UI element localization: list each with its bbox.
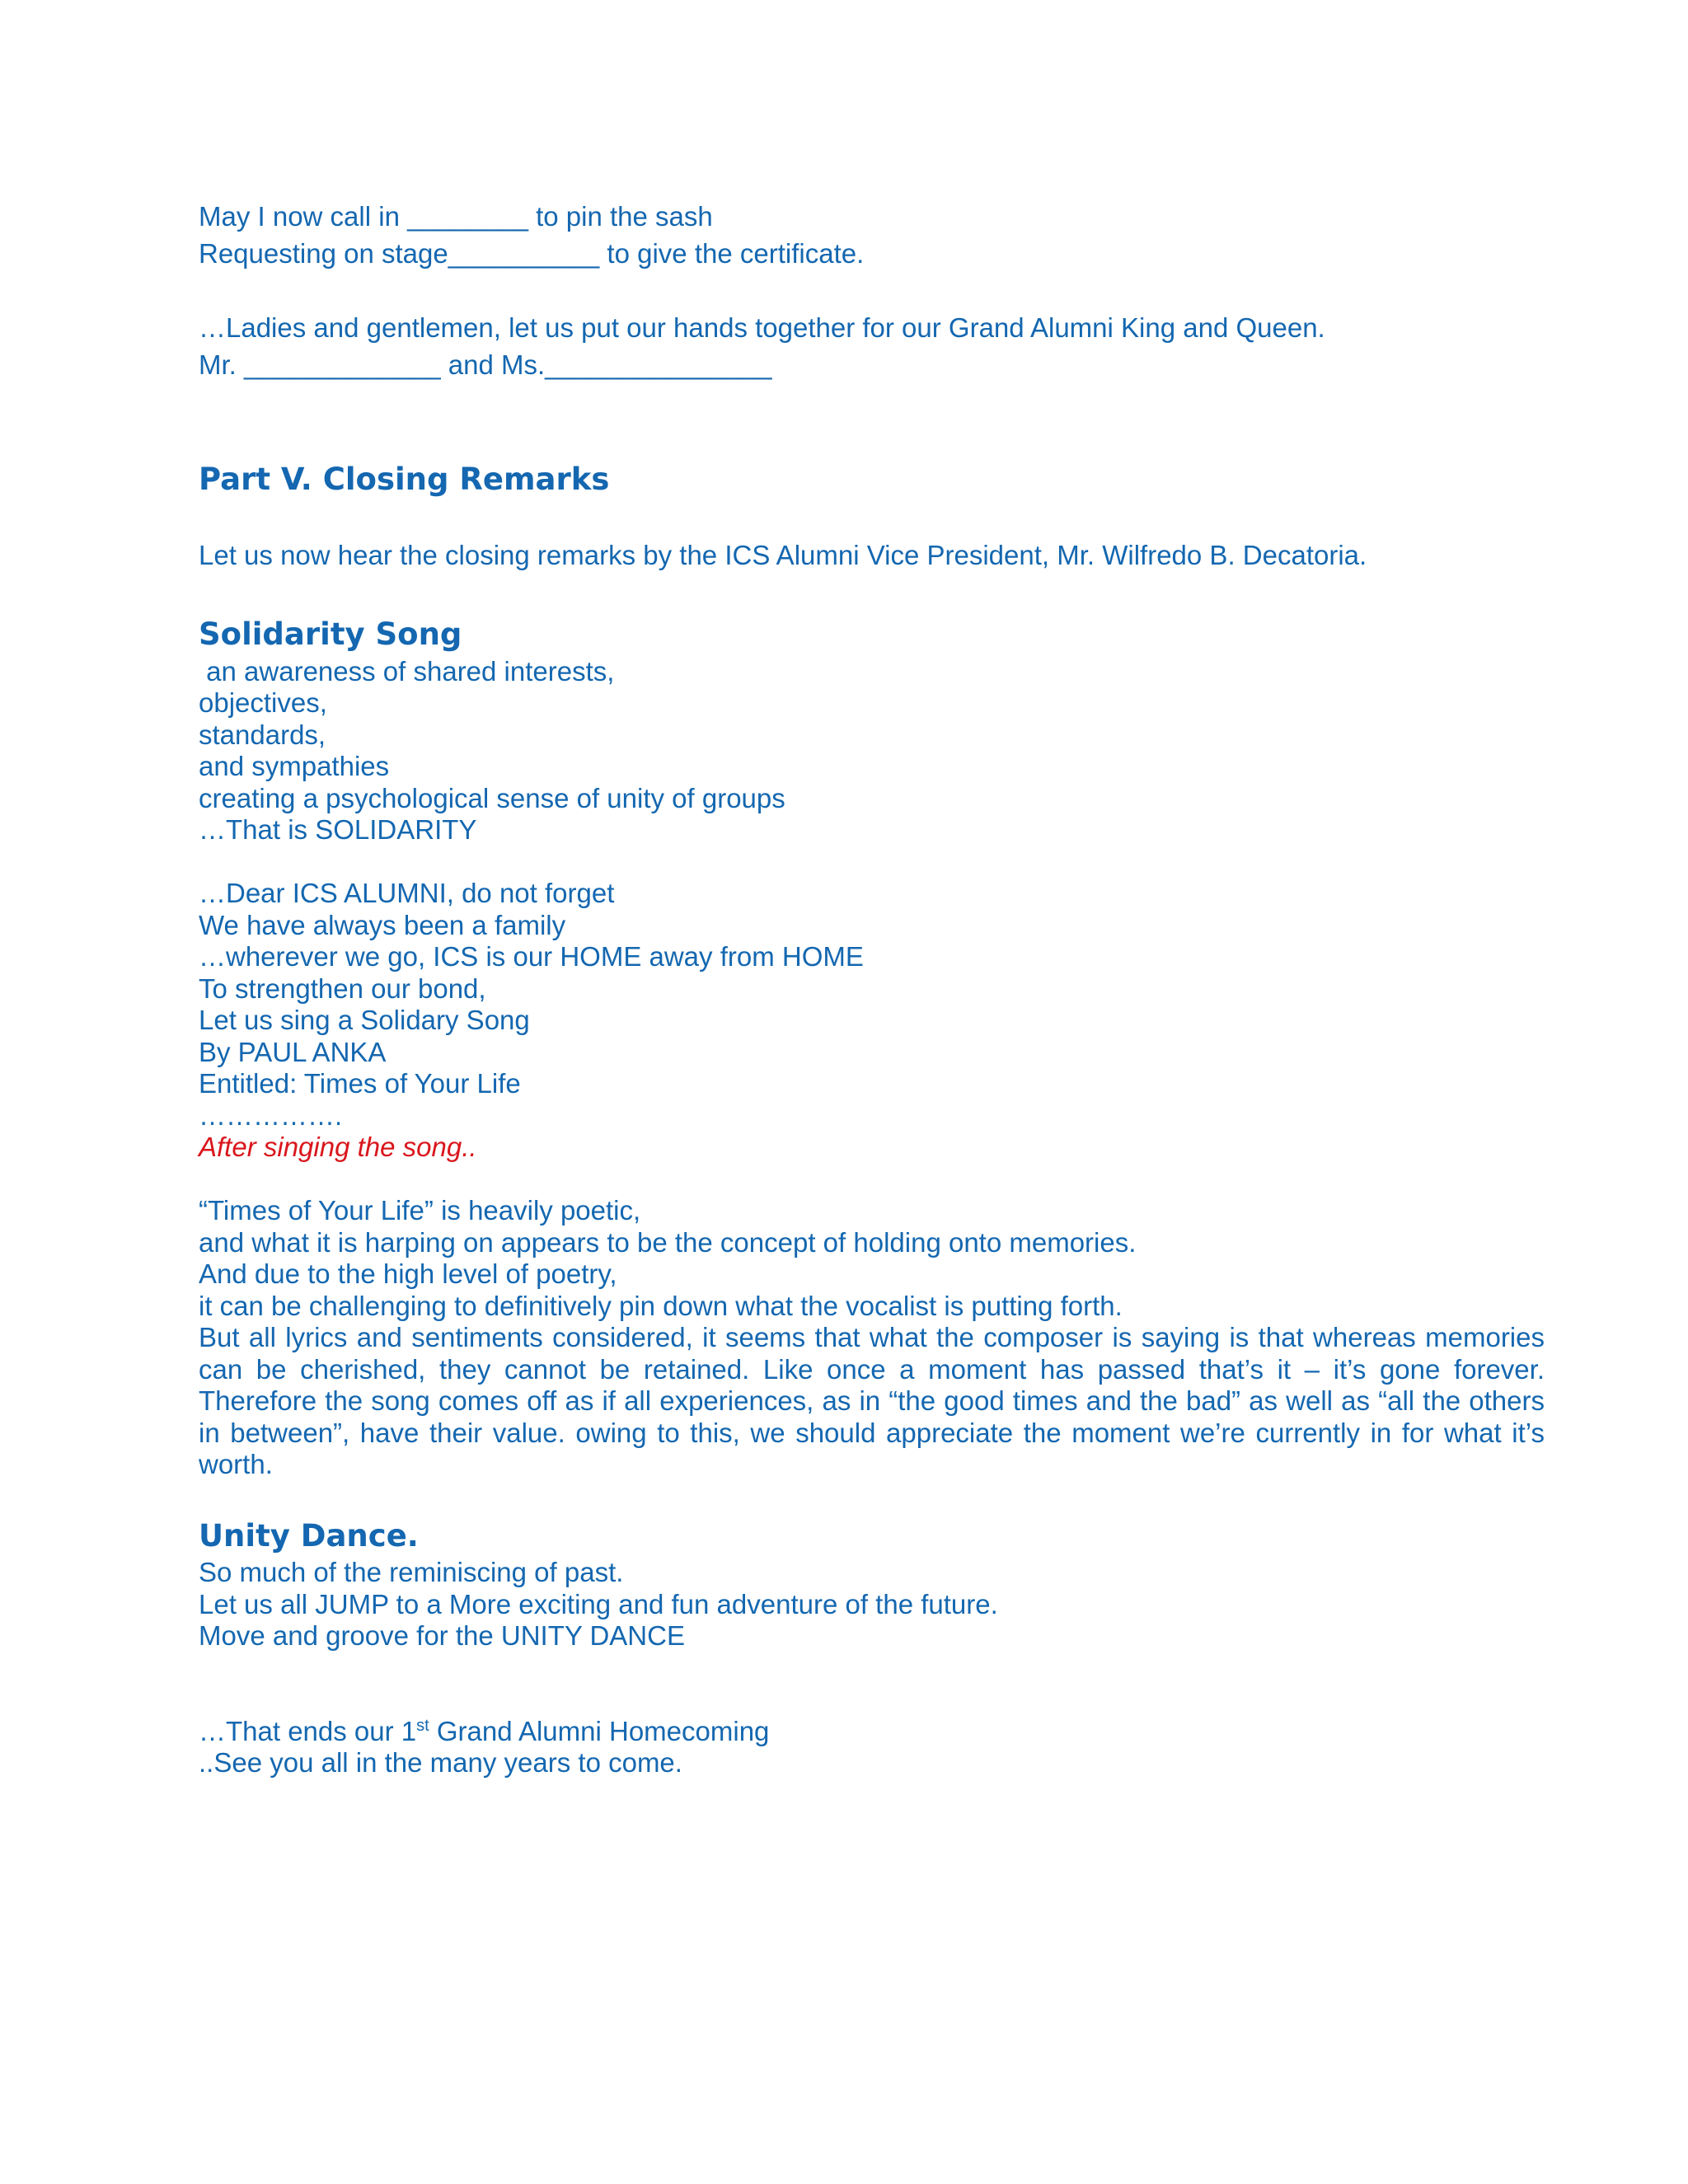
text-segment: …That ends our 1 <box>199 1716 417 1746</box>
solidarity-line: By PAUL ANKA <box>199 1037 387 1067</box>
solidarity-line: creating a psychological sense of unity of groups <box>199 783 785 813</box>
unity-dance-heading: Unity Dance. <box>199 1518 419 1554</box>
stage-direction-note: After singing the song.. <box>199 1132 477 1162</box>
solidarity-line: and sympathies <box>199 751 390 781</box>
awarding-line-applause: …Ladies and gentlemen, let us put our hands together for our Grand Alumni King and Queen. <box>199 312 1325 343</box>
awarding-line-sash <box>199 201 713 232</box>
text-segment: to pin the sash <box>528 201 713 232</box>
solidarity-line: To strengthen our bond, <box>199 973 486 1004</box>
solidarity-line: Entitled: Times of Your Life <box>199 1068 521 1099</box>
solidarity-line: Let us sing a Solidary Song <box>199 1005 530 1035</box>
blank-field: __________ <box>448 238 600 269</box>
unity-line: Let us all JUMP to a More exciting and fun adventure of the future. <box>199 1589 998 1619</box>
song-paragraph-line: “Times of Your Life” is heavily poetic, <box>199 1195 641 1226</box>
superscript: st <box>416 1717 429 1735</box>
unity-line: So much of the reminiscing of past. <box>199 1557 624 1587</box>
solidarity-line: …That is SOLIDARITY <box>199 814 477 845</box>
closing-remarks-heading: Part V. Closing Remarks <box>199 462 610 497</box>
unity-line: Move and groove for the UNITY DANCE <box>199 1620 685 1651</box>
awarding-line-certificate <box>199 238 864 269</box>
solidarity-line: …wherever we go, ICS is our HOME away from HOME <box>199 941 864 972</box>
solidarity-line: an awareness of shared interests, <box>199 656 615 687</box>
text-segment: Grand Alumni Homecoming <box>429 1716 770 1746</box>
blank-field: _______________ <box>545 349 772 380</box>
ending-line: ..See you all in the many years to come. <box>199 1747 682 1778</box>
text-segment: to give the certificate. <box>599 238 865 269</box>
text-segment: and Ms. <box>440 349 546 380</box>
text-segment: Mr. <box>199 349 244 380</box>
blank-field: _____________ <box>244 349 441 380</box>
text-segment: May I now call in <box>199 201 408 232</box>
solidarity-line: …Dear ICS ALUMNI, do not forget <box>199 878 615 908</box>
solidarity-line: standards, <box>199 719 326 750</box>
song-paragraph-line: it can be challenging to definitively pin down what the vocalist is putting forth. <box>199 1291 1123 1321</box>
solidarity-line: ……………. <box>199 1100 343 1131</box>
ending-line <box>199 1716 769 1747</box>
text-segment: Requesting on stage <box>199 238 448 269</box>
song-paragraph-line: And due to the high level of poetry, <box>199 1258 617 1289</box>
solidarity-song-heading: Solidarity Song <box>199 616 462 652</box>
song-paragraph-justified: But all lyrics and sentiments considered, it seems that what the composer is saying is that whereas memories can be cherished, they cannot be retained. Like once a moment has passed that’s it – it’s gone forever. Therefore the song comes off as if all experiences, as in “the good times and the bad” as well as “all the others in between”, have their value. owing to this, we should appreciate the moment we’re currently in for what it’s worth. <box>199 1322 1545 1480</box>
solidarity-line: objectives, <box>199 687 327 718</box>
blank-field: ________ <box>407 201 528 232</box>
song-paragraph-line: and what it is harping on appears to be the concept of holding onto memories. <box>199 1227 1137 1258</box>
solidarity-line: We have always been a family <box>199 910 566 940</box>
awarding-line-king-queen <box>199 349 771 381</box>
closing-remarks-text: Let us now hear the closing remarks by the ICS Alumni Vice President, Mr. Wilfredo B. Decatoria. <box>199 540 1367 570</box>
